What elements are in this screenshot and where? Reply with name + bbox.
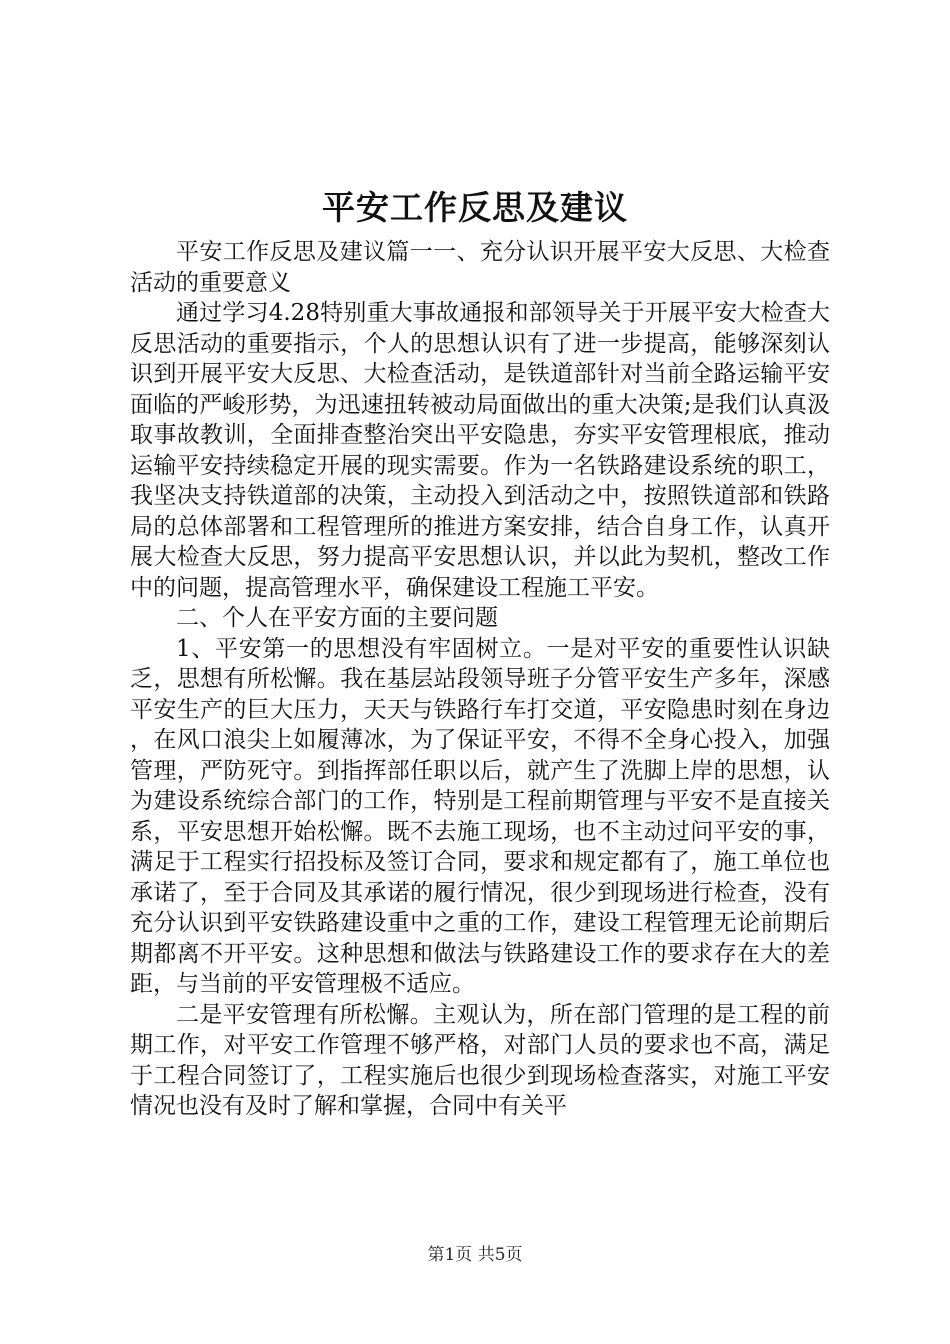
paragraph-understanding: 通过学习4.28特别重大事故通报和部领导关于开展平安大检查大反思活动的重要指示，个人的思想认识有了进一步提高，能够深刻认识到开展平安大反思、大检查活动，是铁道部针对当前全路运输平安面临的严峻形势，为迅速扭转被动局面做出的重大决策;是我们认真汲取事故教训，全面排查整治突出平安隐患，夯实平安管理根底，推动运输平安持续稳定开展的现实需要。作为一名铁路建设系统的职工，我坚决支持铁道部的决策，主动投入到活动之中，按照铁道部和铁路局的总体部署和工程管理所的推进方案安排，结合自身工作，认真开展大检查大反思，努力提高平安思想认识，并以此为契机，整改工作中的问题，提高管理水平，确保建设工程施工平安。 [130, 300, 830, 601]
section-heading-problems: 二、个人在平安方面的主要问题 [176, 605, 498, 631]
paragraph-intro: 平安工作反思及建议篇一一、充分认识开展平安大反思、大检查活动的重要意义 [130, 239, 830, 296]
paragraph-management-lax: 二是平安管理有所松懈。主观认为，所在部门管理的是工程的前期工作，对平安工作管理不够严格，对部门人员的要求也不高，满足于工程合同签订了，工程实施后也很少到现场检查落实，对施工平安情况也没有及时了解和掌握，合同中有关平 [130, 1001, 830, 1119]
paragraph-safety-first: 1、平安第一的思想没有牢固树立。一是对平安的重要性认识缺乏，思想有所松懈。我在基层站段领导班子分管平安生产多年，深感平安生产的巨大压力，天天与铁路行车打交道，平安隐患时刻在身边，在风口浪尖上如履薄冰，为了保证平安，不得不全身心投入，加强管理，严防死守。到指挥部任职以后，就产生了洗脚上岸的思想，认为建设系统综合部门的工作，特别是工程前期管理与平安不是直接关系，平安思想开始松懈。既不去施工现场，也不主动过问平安的事，满足于工程实行招投标及签订合同，要求和规定都有了，施工单位也承诺了，至于合同及其承诺的履行情况，很少到现场进行检查，没有充分认识到平安铁路建设重中之重的工作，建设工程管理无论前期后期都离不开平安。这种思想和做法与铁路建设工作的要求存在大的差距，与当前的平安管理极不适应。 [130, 635, 830, 997]
document-title: 平安工作反思及建议 [322, 188, 628, 227]
page-footer: 第1页 共5页 [427, 1245, 523, 1265]
document-body [130, 237, 830, 1122]
